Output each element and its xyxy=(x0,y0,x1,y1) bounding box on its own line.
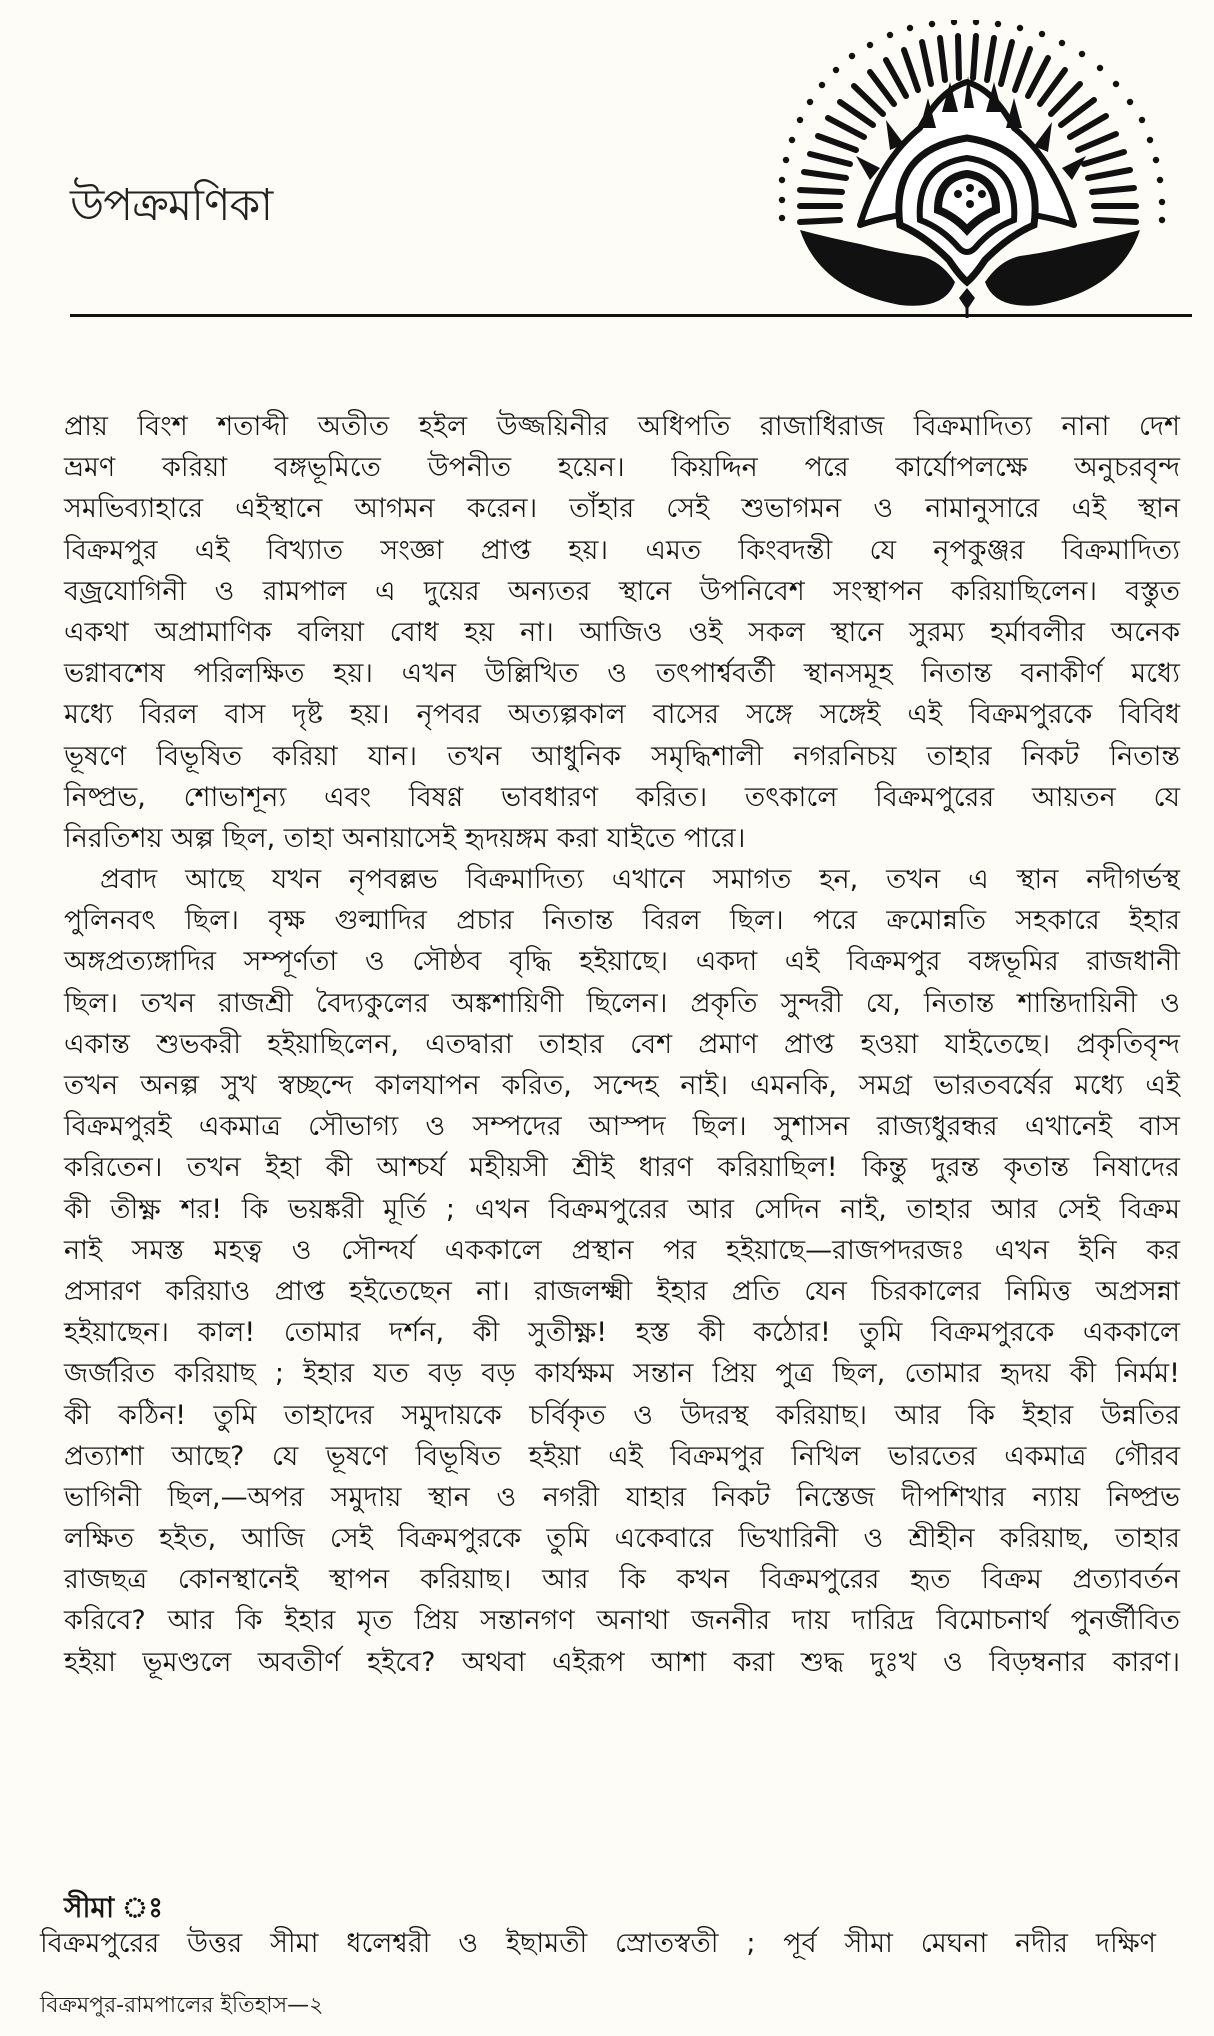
text-line: ভগ্নাবশেষ পরিলক্ষিত হয়। এখন উল্লিখিত ও তৎপার্শ্ববর্তী স্থানসমূহ নিতান্ত বনাকীর্ণ মধ্যে xyxy=(64,658,1180,690)
section-heading: সীমা ঃ xyxy=(64,1891,164,1924)
text-line: প্রায় বিংশ শতাব্দী অতীত হইল উজ্জয়িনীর অধিপতি রাজাধিরাজ বিক্রমাদিত্য নানা দেশ xyxy=(64,411,1180,442)
section-text-line: বিক্রমপুরের উত্তর সীমা ধলেশ্বরী ও ইছামতী স্রোতস্বতী ; পূর্ব সীমা মেঘনা নদীর দক্ষিণ xyxy=(40,1928,1156,1959)
text-line: বজ্রযোগিনী ও রামপাল এ দুয়ের অন্যতর স্থানে উপনিবেশ সংস্থাপন করিয়াছিলেন। বস্তুত xyxy=(64,575,1180,607)
text-line: ভূষণে বিভূষিত করিয়া যান। তখন আধুনিক সমৃদ্ধিশালী নগরনিচয় তাহার নিকট নিতান্ত xyxy=(64,740,1180,772)
text-line: প্রত্যাশা আছে? যে ভূষণে বিভূষিত হইয়া এই বিক্রমপুর নিখিল ভারতের একমাত্র গৌরব xyxy=(64,1440,1180,1472)
text-line: সমভিব্যাহারে এইস্থানে আগমন করেন। তাঁহার সেই শুভাগমন ও নামানুসারে এই স্থান xyxy=(64,493,1180,525)
text-line: মধ্যে বিরল বাস দৃষ্ট হয়। নৃপবর অত্যল্পকাল বাসের সঙ্গে সঙ্গেই এই বিক্রমপুরকে বিবিধ xyxy=(64,699,1180,731)
text-line: হইয়াছেন। কাল! তোমার দর্শন, কী সুতীক্ষ্ণ! হস্ত কী কঠোর! তুমি বিক্রমপুরকে এককালে xyxy=(64,1317,1180,1349)
text-line: পুলিনবৎ ছিল। বৃক্ষ গুল্মাদির প্রচার নিতান্ত বিরল ছিল। পরে ক্রমোন্নতি সহকারে ইহার xyxy=(64,905,1180,937)
body-text xyxy=(64,406,1180,1683)
text-line: একথা অপ্রামাণিক বলিয়া বোধ হয় না। আজিও ওই সকল স্থানে সুরম্য হর্মাবলীর অনেক xyxy=(64,616,1180,648)
text-line: রাজছত্র কোনস্থানেই স্থাপন করিয়াছ। আর কি কখন বিক্রমপুরের হৃত বিক্রম প্রত্যাবর্তন xyxy=(64,1564,1180,1596)
text-line: বিক্রমপুর এই বিখ্যাত সংজ্ঞা প্রাপ্ত হয়। এমত কিংবদন্তী যে নৃপকুঞ্জর বিক্রমাদিত্য xyxy=(64,534,1180,566)
text-line: অঙ্গপ্রত্যঙ্গাদির সম্পূর্ণতা ও সৌষ্ঠব বৃদ্ধি হইয়াছে। একদা এই বিক্রমপুর বঙ্গভূমির রাজধানী xyxy=(64,946,1180,978)
text-line: হইয়া ভূমণ্ডলে অবতীর্ণ হইবে? অথবা এইরূপ আশা করা শুদ্ধ দুঃখ ও বিড়ম্বনার কারণ। xyxy=(64,1646,1180,1678)
text-line: প্রসারণ করিয়াও প্রাপ্ত হইতেছেন না। রাজলক্ষ্মী ইহার প্রতি যেন চিরকালের নিমিত্ত অপ্রসন্না xyxy=(64,1275,1180,1307)
text-line: তখন অনল্প সুখ স্বচ্ছন্দে কালযাপন করিত, সন্দেহ নাই। এমনকি, সমগ্র ভারতবর্ষের মধ্যে এই xyxy=(64,1070,1180,1101)
floral-headpiece-ornament-icon xyxy=(770,20,1200,320)
text-line: জর্জরিত করিয়াছ ; ইহার যত বড় বড় কার্যক্ষম সন্তান প্রিয় পুত্র ছিল, তোমার হৃদয় কী নির্মম! xyxy=(64,1358,1180,1390)
text-line: লক্ষিত হইত, আজি সেই বিক্রমপুরকে তুমি একেবারে ভিখারিনী ও শ্রীহীন করিয়াছ, তাহার xyxy=(64,1523,1180,1555)
text-line: একান্ত শুভকরী হইয়াছিলেন, এতদ্বারা তাহার বেশ প্রমাণ প্রাপ্ত হওয়া যাইতেছে। প্রকৃতিবৃন্দ xyxy=(64,1028,1180,1060)
text-line: ভ্রমণ করিয়া বঙ্গভূমিতে উপনীত হয়েন। কিয়দ্দিন পরে কার্যোপলক্ষে অনুচরবৃন্দ xyxy=(64,452,1180,484)
title-divider xyxy=(70,314,1192,317)
text-line: নিষ্প্রভ, শোভাশূন্য এবং বিষণ্ণ ভাবধারণ করিত। তৎকালে বিক্রমপুরের আয়তন যে xyxy=(64,781,1180,813)
text-line: ছিল। তখন রাজশ্রী বৈদ্যকুলের অঙ্কশায়িণী ছিলেন। প্রকৃতি সুন্দরী যে, নিতান্ত শান্তিদায়িনী ও xyxy=(64,987,1180,1019)
text-line: বিক্রমপুরই একমাত্র সৌভাগ্য ও সম্পদের আস্পদ ছিল। সুশাসন রাজ্যধুরন্ধর এখানেই বাস xyxy=(64,1111,1180,1143)
text-line: কী কঠিন! তুমি তাহাদের সমুদায়কে চর্বিকৃত ও উদরস্থ করিয়াছ। আর কি ইহার উন্নতির xyxy=(64,1399,1180,1431)
text-line: নাই সমস্ত মহত্ব ও সৌন্দর্য এককালে প্রস্থান পর হইয়াছে—রাজপদরজঃ এখন ইনি কর xyxy=(64,1234,1180,1266)
text-line: প্রবাদ আছে যখন নৃপবল্লভ বিক্রমাদিত্য এখানে সমাগত হন, তখন এ স্থান নদীগর্ভস্থ xyxy=(100,864,1180,896)
text-line: ভাগিনী ছিল,—অপর সমুদায় স্থান ও নগরী যাহার নিকট নিস্তেজ দীপশিখার ন্যায় নিষ্প্রভ xyxy=(64,1481,1180,1513)
text-line: কী তীক্ষ্ণ শর! কি ভয়ঙ্করী মূর্তি ; এখন বিক্রমপুরের আর সেদিন নাই, তাহার আর সেই বিক্রম xyxy=(64,1193,1180,1225)
text-line: করিতেন। তখন ইহা কী আশ্চর্য মহীয়সী শ্রীই ধারণ করিয়াছিল! কিন্তু দুরন্ত কৃতান্ত নিষাদের xyxy=(64,1152,1180,1184)
text-line: করিবে? আর কি ইহার মৃত প্রিয় সন্তানগণ অনাথা জননীর দায় দারিদ্র বিমোচনার্থ পুনর্জীবিত xyxy=(64,1605,1180,1637)
running-footer: বিক্রমপুর-রামপালের ইতিহাস—২ xyxy=(40,1993,324,2018)
text-line: নিরতিশয় অল্প ছিল, তাহা অনায়াসেই হৃদয়ঙ্গম করা যাইতে পারে। xyxy=(64,822,746,854)
chapter-title: উপক্রমণিকা xyxy=(70,180,273,231)
